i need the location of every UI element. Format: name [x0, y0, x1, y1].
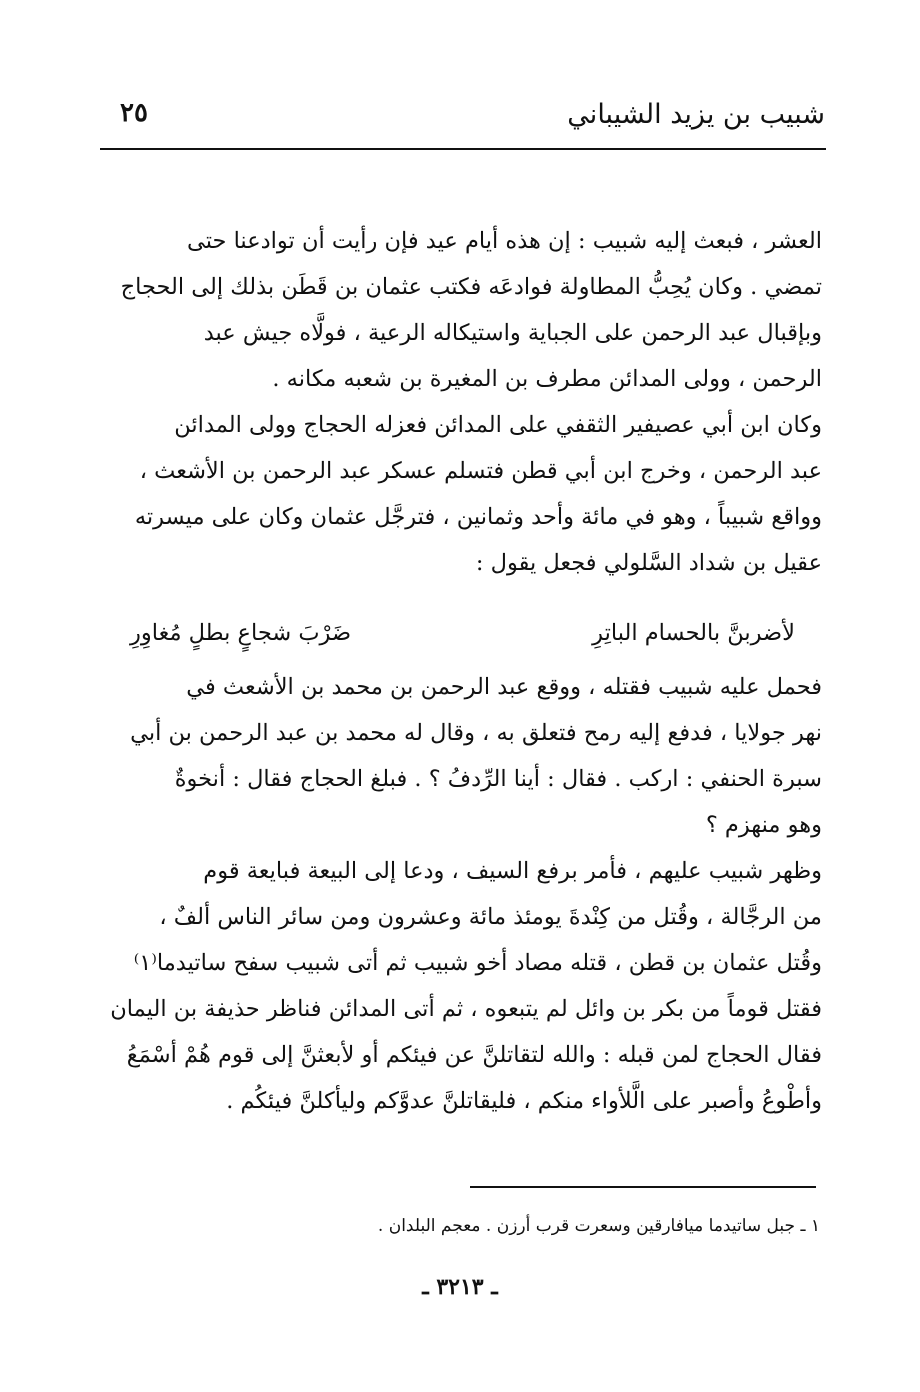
text-line: وهو منهزم ؟: [705, 812, 822, 838]
page-header: [100, 96, 825, 146]
body-text-after-verse: [104, 664, 822, 1124]
text-line: عبد الرحمن ، وخرج ابن أبي قطن فتسلم عسكر عبد الرحمن بن الأشعث ،: [139, 458, 822, 484]
verse-second-hemistich: ضَرْبَ شجاعٍ بطلٍ مُغاوِرِ: [130, 620, 352, 646]
folio-number: ـ ٣٢١٣ ـ: [422, 1274, 498, 1300]
page-number: ٢٥: [120, 98, 148, 128]
text-line: من الرجَّالة ، وقُتل من كِنْدةَ يومئذ مائة وعشرون ومن سائر الناس ألفٌ ،: [159, 904, 822, 930]
header-rule: [100, 148, 826, 150]
text-line: فقال الحجاج لمن قبله : والله لتقاتلنَّ عن فيئكم أو لأبعثنَّ إلى قوم هُمْ أسْمَعُ: [126, 1042, 822, 1068]
text-line: العشر ، فبعث إليه شبيب : إن هذه أيام عيد فإن رأيت أن توادعنا حتى: [186, 228, 822, 254]
body-text-before-verse: [104, 218, 822, 586]
text-line: وبإقبال عبد الرحمن على الجباية واستيكاله الرعية ، فولَّاه جيش عبد: [203, 320, 822, 346]
text-line: الرحمن ، وولى المدائن مطرف بن المغيرة بن شعبه مكانه .: [272, 366, 822, 392]
running-title: شبيب بن يزيد الشيباني: [567, 99, 825, 130]
text-line: وأطْوعُ وأصبر على الَّلأواء منكم ، فليقاتلنَّ عدوَّكم وليأكلنَّ فيئكُم .: [226, 1088, 822, 1114]
text-line: عقيل بن شداد السَّلولي فجعل يقول :: [475, 550, 822, 576]
text-line: وقُتل عثمان بن قطن ، قتله مصاد أخو شبيب ثم أتى شبيب سفح ساتيدما⁽١⁾: [133, 950, 822, 976]
text-line: وكان ابن أبي عصيفير الثقفي على المدائن فعزله الحجاج وولى المدائن: [174, 412, 822, 438]
text-line: وظهر شبيب عليهم ، فأمر برفع السيف ، ودعا إلى البيعة فبايعة قوم: [203, 858, 822, 884]
verse: [130, 608, 795, 658]
text-line: وواقع شبيباً ، وهو في مائة وأحد وثمانين ، فترجَّل عثمان وكان على ميسرته: [134, 504, 822, 530]
footnote: ١ ـ جبل ساتيدما ميافارقين وسعرت قرب أرزن . معجم البلدان .: [377, 1216, 820, 1236]
verse-first-hemistich: لأضربنَّ بالحسام الباتِرِ: [592, 620, 795, 646]
text-line: سبرة الحنفي : اركب . فقال : أينا الرِّدفُ ؟ . فبلغ الحجاج فقال : أنخوةٌ: [174, 766, 822, 792]
text-line: تمضي . وكان يُحِبُّ المطاولة فوادعَه فكتب عثمان بن قَطَن بذلك إلى الحجاج: [120, 274, 822, 300]
text-line: نهر جولايا ، فدفع إليه رمح فتعلق به ، وقال له محمد بن عبد الرحمن بن أبي: [130, 720, 822, 746]
footnote-rule: [470, 1186, 816, 1188]
text-line: فقتل قوماً من بكر بن وائل لم يتبعوه ، ثم أتى المدائن فناظر حذيفة بن اليمان: [110, 996, 822, 1022]
text-line: فحمل عليه شبيب فقتله ، ووقع عبد الرحمن بن محمد بن الأشعث في: [186, 674, 822, 700]
